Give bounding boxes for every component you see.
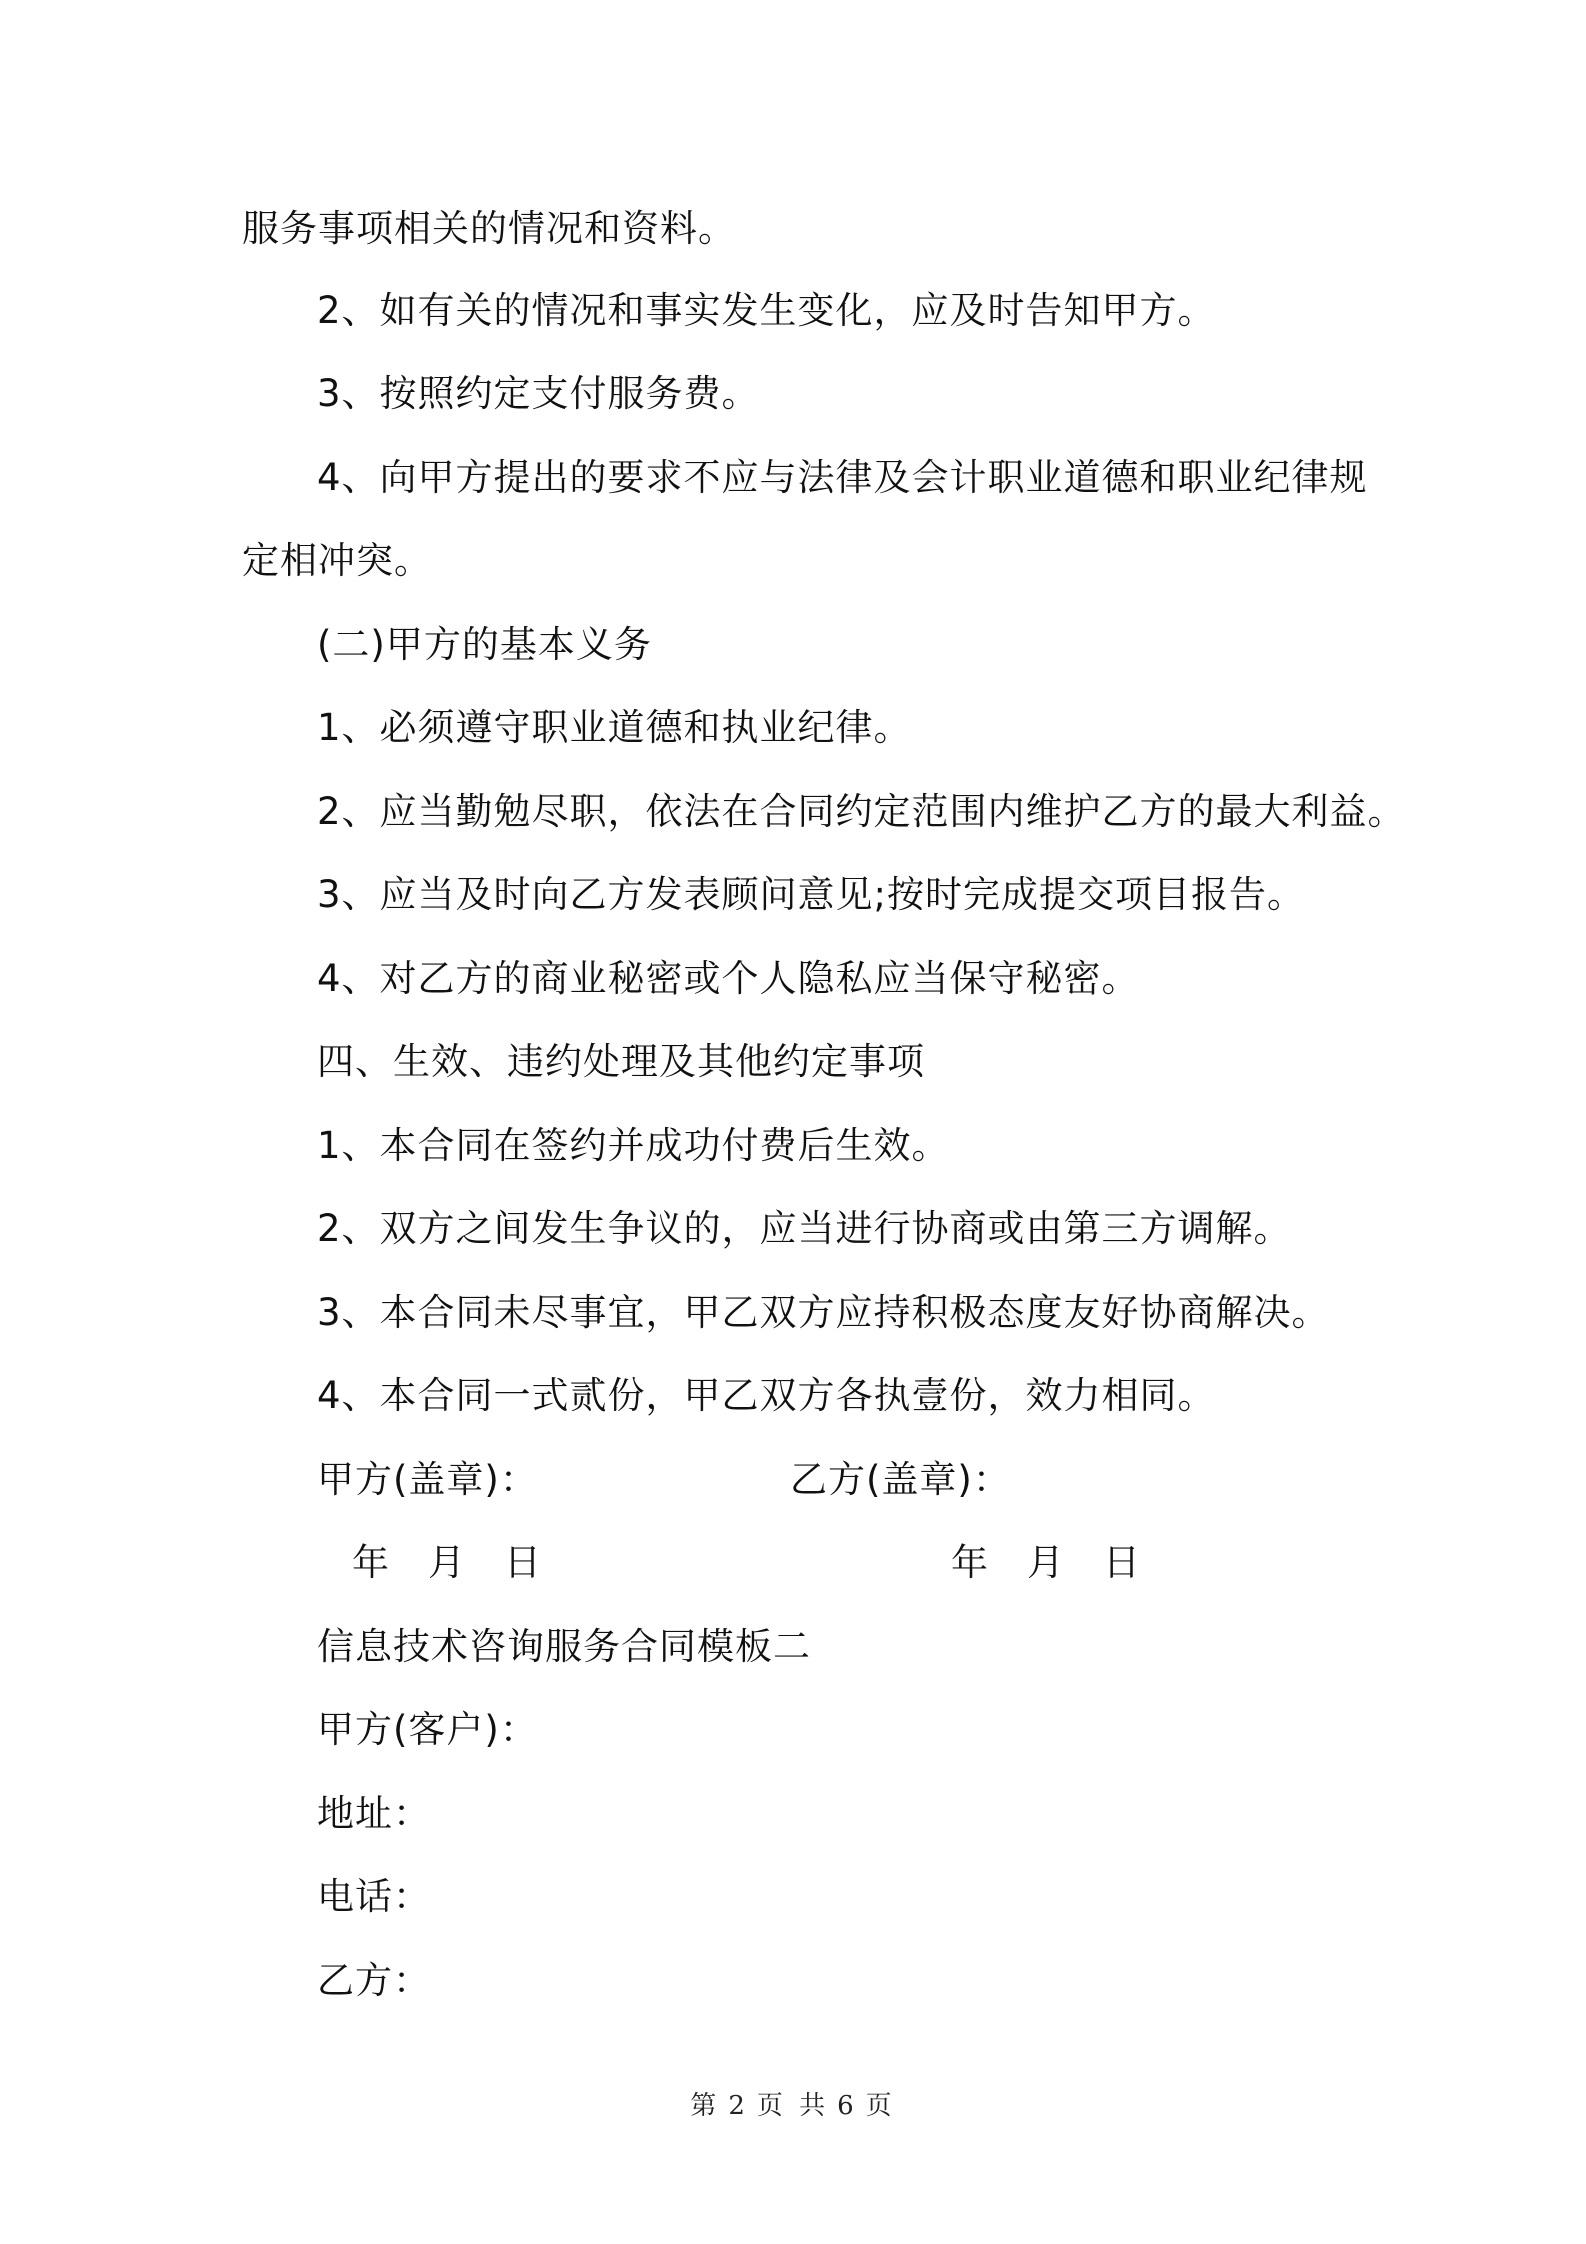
party-b-label: 乙方： <box>317 1959 431 2002</box>
paragraph-line: 1、必须遵守职业道德和执业纪律。 <box>317 706 912 749</box>
footer-current-page: 2 <box>728 2091 749 2121</box>
party-a-date <box>352 1537 580 1589</box>
date-month-label: 月 <box>428 1541 466 1584</box>
paragraph-line: 服务事项相关的情况和资料。 <box>242 207 736 250</box>
date-month-label: 月 <box>1027 1541 1065 1584</box>
party-a-seal-label: 甲方(盖章)： <box>317 1458 538 1501</box>
paragraph-line: 2、双方之间发生争议的，应当进行协商或由第三方调解。 <box>317 1207 1292 1250</box>
phone-label: 电话： <box>317 1875 431 1918</box>
paragraph-line: 定相冲突。 <box>242 539 432 582</box>
footer-suffix: 页 <box>865 2091 896 2121</box>
paragraph-line: 2、应当勤勉尽职，依法在合同约定范围内维护乙方的最大利益。 <box>317 790 1406 833</box>
section-heading: 四、生效、违约处理及其他约定事项 <box>317 1040 925 1083</box>
template-title: 信息技术咨询服务合同模板二 <box>317 1625 811 1668</box>
page-footer <box>0 2085 1586 2122</box>
paragraph-line: 2、如有关的情况和事实发生变化，应及时告知甲方。 <box>317 289 1216 332</box>
paragraph-line: 3、本合同未尽事宜，甲乙双方应持积极态度友好协商解决。 <box>317 1291 1330 1334</box>
paragraph-line: 3、按照约定支付服务费。 <box>317 372 760 415</box>
paragraph-line: 4、对乙方的商业秘密或个人隐私应当保守秘密。 <box>317 957 1140 1000</box>
date-day-label: 日 <box>1103 1541 1141 1584</box>
footer-total-pages: 6 <box>837 2091 858 2121</box>
date-year-label: 年 <box>951 1541 989 1584</box>
date-year-label: 年 <box>352 1541 390 1584</box>
footer-prefix: 第 <box>690 2091 721 2121</box>
party-b-seal-label: 乙方(盖章)： <box>790 1458 1011 1501</box>
address-label: 地址： <box>317 1792 431 1835</box>
paragraph-line: 4、向甲方提出的要求不应与法律及会计职业道德和职业纪律规 <box>317 456 1368 499</box>
date-day-label: 日 <box>504 1541 542 1584</box>
party-a-client-label: 甲方(客户)： <box>317 1708 538 1751</box>
paragraph-line: 1、本合同在签约并成功付费后生效。 <box>317 1124 950 1167</box>
party-b-date <box>951 1537 1179 1589</box>
section-heading: (二)甲方的基本义务 <box>317 623 652 666</box>
paragraph-line: 4、本合同一式贰份，甲乙双方各执壹份，效力相同。 <box>317 1374 1216 1417</box>
footer-mid: 页 共 <box>756 2091 830 2121</box>
paragraph-line: 3、应当及时向乙方发表顾问意见;按时完成提交项目报告。 <box>317 873 1306 916</box>
